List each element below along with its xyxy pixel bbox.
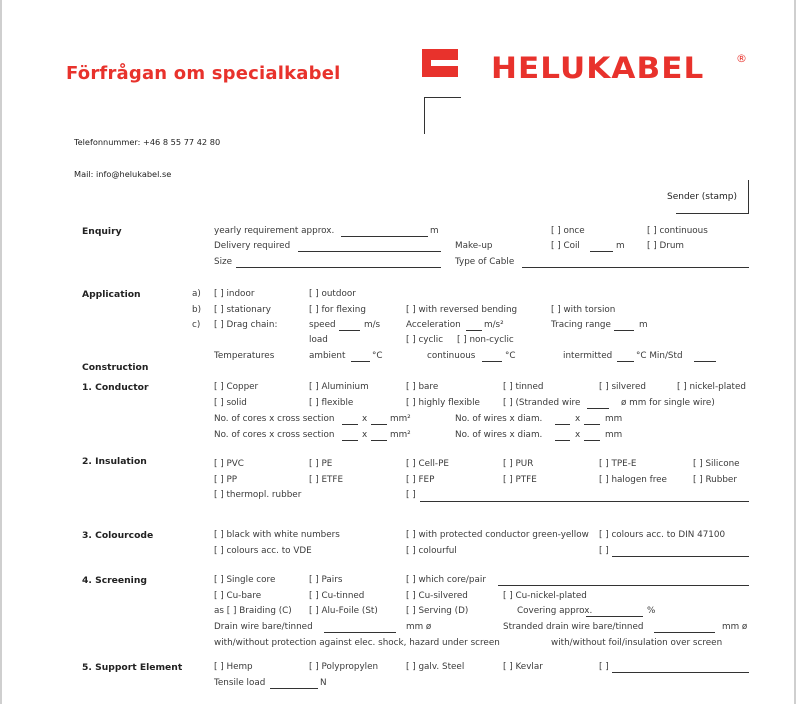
vde-checkbox[interactable]: [ ] colours acc. to VDE [214, 546, 312, 556]
intermitted-field[interactable] [617, 361, 634, 362]
cyclic-checkbox[interactable]: [ ] cyclic [406, 335, 444, 345]
unit-mm2: mm² [390, 414, 411, 424]
item-a: a) [192, 289, 201, 299]
intermitted-label: intermitted [563, 351, 613, 361]
covering-field[interactable] [586, 616, 643, 617]
type-cable-label: Type of Cable [455, 257, 515, 267]
delivery-label: Delivery required [214, 241, 291, 251]
section-enquiry: Enquiry [82, 226, 122, 237]
unit-degc: °C [372, 351, 383, 361]
item-b: b) [192, 305, 202, 315]
helukabel-logo-mark-icon [422, 49, 458, 77]
unit-min-std: °C Min/Std [636, 351, 683, 361]
serving-checkbox[interactable]: [ ] Serving (D) [406, 606, 469, 616]
pp-checkbox[interactable]: [ ] PP [214, 475, 238, 485]
cu-silvered-checkbox[interactable]: [ ] Cu-silvered [406, 591, 468, 601]
section-screening: 4. Screening [82, 575, 147, 586]
unit-ms: m/s [364, 320, 381, 330]
size-field[interactable] [236, 267, 441, 268]
page-border-left [0, 0, 2, 704]
cores-field-2[interactable] [342, 440, 358, 441]
black-white-numbers-checkbox[interactable]: [ ] black with white numbers [214, 530, 340, 540]
galv-steel-checkbox[interactable]: [ ] galv. Steel [406, 662, 465, 672]
cross-section-field[interactable] [371, 424, 387, 425]
silicone-checkbox[interactable]: [ ] Silicone [693, 459, 740, 469]
acceleration-label: Acceleration [406, 320, 461, 330]
kevlar-checkbox[interactable]: [ ] Kevlar [503, 662, 543, 672]
polypropylen-checkbox[interactable]: [ ] Polypropylen [309, 662, 379, 672]
non-cyclic-checkbox[interactable]: [ ] non-cyclic [457, 335, 514, 345]
tracing-range-label: Tracing range [551, 320, 611, 330]
unit-mm: mm [605, 430, 623, 440]
tinned-checkbox[interactable]: [ ] tinned [503, 382, 544, 392]
thermopl-rubber-checkbox[interactable]: [ ] thermopl. rubber [214, 490, 302, 500]
wires-field[interactable] [555, 424, 570, 425]
sender-stamp-border [748, 180, 749, 214]
tensile-load-field[interactable] [270, 688, 318, 689]
wires-field-2[interactable] [555, 440, 570, 441]
continuous-temp-label: continuous [427, 351, 476, 361]
phone-number: Telefonnummer: +46 8 55 77 42 80 [74, 137, 221, 147]
unit-mm2: mm² [390, 430, 411, 440]
cu-bare-checkbox[interactable]: [ ] Cu-bare [214, 591, 262, 601]
pur-checkbox[interactable]: [ ] PUR [503, 459, 534, 469]
insulation-other-checkbox[interactable]: [ ] [406, 490, 416, 500]
drain-wire-label: Drain wire bare/tinned [214, 622, 313, 632]
rubber-checkbox[interactable]: [ ] Rubber [693, 475, 737, 485]
drum-checkbox[interactable]: [ ] Drum [647, 241, 684, 251]
covering-label: Covering approx. [517, 606, 593, 616]
unit-mm-diam: mm ø [406, 622, 432, 632]
makeup-label: Make-up [455, 241, 493, 251]
yearly-requirement-label: yearly requirement approx. [214, 226, 335, 236]
size-label: Size [214, 257, 233, 267]
continuous-temp-field[interactable] [482, 361, 502, 362]
braiding-checkbox[interactable]: as [ ] Braiding (C) [214, 606, 292, 616]
halogen-free-checkbox[interactable]: [ ] halogen free [599, 475, 667, 485]
nickel-plated-checkbox[interactable]: [ ] nickel-plated [677, 382, 746, 392]
tracing-range-field[interactable] [614, 330, 634, 331]
acceleration-field[interactable] [466, 330, 482, 331]
cu-tinned-checkbox[interactable]: [ ] Cu-tinned [309, 591, 365, 601]
unit-mm: mm [605, 414, 623, 424]
hemp-checkbox[interactable]: [ ] Hemp [214, 662, 253, 672]
once-checkbox[interactable]: [ ] once [551, 226, 585, 236]
ambient-field[interactable] [351, 361, 370, 362]
stranded-wire-unit: ø mm for single wire) [621, 398, 715, 408]
colourful-checkbox[interactable]: [ ] colourful [406, 546, 457, 556]
continuous-checkbox[interactable]: [ ] continuous [647, 226, 708, 236]
pe-checkbox[interactable]: [ ] PE [309, 459, 333, 469]
registered-mark: ® [736, 52, 747, 65]
torsion-checkbox[interactable]: [ ] with torsion [551, 305, 616, 315]
ambient-label: ambient [309, 351, 346, 361]
unit-m: m [430, 226, 439, 236]
aluminium-checkbox[interactable]: [ ] Aluminium [309, 382, 369, 392]
tpe-e-checkbox[interactable]: [ ] TPE-E [599, 459, 637, 469]
drag-chain-checkbox[interactable]: [ ] Drag chain: [214, 320, 278, 330]
colourcode-other-field[interactable] [612, 556, 749, 557]
page-title: Förfrågan om specialkabel [66, 63, 341, 84]
unit-m: m [616, 241, 625, 251]
section-insulation: 2. Insulation [82, 456, 147, 467]
insulation-other-field[interactable] [420, 501, 749, 502]
temperatures-label: Temperatures [214, 351, 275, 361]
unit-ms2: m/s² [484, 320, 504, 330]
support-other-field[interactable] [612, 672, 749, 673]
support-other-checkbox[interactable]: [ ] [599, 662, 609, 672]
stranded-drain-label: Stranded drain wire bare/tinned [503, 622, 644, 632]
load-label: load [309, 335, 328, 345]
sender-stamp-label: Sender (stamp) [667, 192, 738, 202]
cores-cross-section-label: No. of cores x cross section [214, 414, 335, 424]
drain-wire-field[interactable] [324, 632, 396, 633]
type-cable-field[interactable] [522, 267, 749, 268]
helukabel-logo-text: HELUKABEL [491, 51, 705, 85]
which-core-pair-checkbox[interactable]: [ ] which core/pair [406, 575, 486, 585]
ptfe-checkbox[interactable]: [ ] PTFE [503, 475, 537, 485]
highly-flexible-checkbox[interactable]: [ ] highly flexible [406, 398, 480, 408]
item-c: c) [192, 320, 201, 330]
times-sign: x [575, 414, 581, 424]
coil-checkbox[interactable]: [ ] Coil [551, 241, 580, 251]
for-flexing-checkbox[interactable]: [ ] for flexing [309, 305, 366, 315]
unit-m: m [639, 320, 648, 330]
indoor-checkbox[interactable]: [ ] indoor [214, 289, 255, 299]
reversed-bending-checkbox[interactable]: [ ] with reversed bending [406, 305, 518, 315]
times-sign: x [575, 430, 581, 440]
section-support-element: 5. Support Element [82, 662, 183, 673]
which-core-pair-field[interactable] [498, 585, 749, 586]
foil-note: with/without foil/insulation over screen [551, 638, 723, 648]
din-47100-checkbox[interactable]: [ ] colours acc. to DIN 47100 [599, 530, 726, 540]
stranded-drain-field[interactable] [654, 632, 715, 633]
single-core-checkbox[interactable]: [ ] Single core [214, 575, 276, 585]
sender-stamp-border-bottom [676, 213, 749, 214]
outdoor-checkbox[interactable]: [ ] outdoor [309, 289, 356, 299]
protection-note: with/without protection against elec. shock, hazard under screen [214, 638, 500, 648]
diam-field[interactable] [584, 424, 600, 425]
unit-percent: % [647, 606, 656, 616]
cu-nickel-plated-checkbox[interactable]: [ ] Cu-nickel-plated [503, 591, 587, 601]
cross-section-field-2[interactable] [371, 440, 387, 441]
cell-pe-checkbox[interactable]: [ ] Cell-PE [406, 459, 449, 469]
copper-checkbox[interactable]: [ ] Copper [214, 382, 259, 392]
unit-degc: °C [505, 351, 516, 361]
cores-cross-section-label-2: No. of cores x cross section [214, 430, 335, 440]
delivery-field[interactable] [298, 251, 441, 252]
wires-diam-label: No. of wires x diam. [455, 414, 543, 424]
stranded-wire-field[interactable] [587, 408, 609, 409]
etfe-checkbox[interactable]: [ ] ETFE [309, 475, 344, 485]
speed-field[interactable] [339, 330, 360, 331]
solid-checkbox[interactable]: [ ] solid [214, 398, 247, 408]
alu-foile-checkbox[interactable]: [ ] Alu-Foile (St) [309, 606, 378, 616]
bare-checkbox[interactable]: [ ] bare [406, 382, 439, 392]
cores-field[interactable] [342, 424, 358, 425]
address-window-corner [424, 97, 461, 134]
pairs-checkbox[interactable]: [ ] Pairs [309, 575, 343, 585]
pvc-checkbox[interactable]: [ ] PVC [214, 459, 244, 469]
protected-conductor-checkbox[interactable]: [ ] with protected conductor green-yellow [406, 530, 589, 540]
mail-address: Mail: info@helukabel.se [74, 169, 172, 179]
coil-length-field[interactable] [590, 251, 613, 252]
section-colourcode: 3. Colourcode [82, 530, 154, 541]
fep-checkbox[interactable]: [ ] FEP [406, 475, 435, 485]
stranded-wire-checkbox[interactable]: [ ] (Stranded wire [503, 398, 581, 408]
yearly-requirement-field[interactable] [341, 236, 428, 237]
wires-diam-label-2: No. of wires x diam. [455, 430, 543, 440]
times-sign: x [362, 414, 368, 424]
times-sign: x [362, 430, 368, 440]
diam-field-2[interactable] [584, 440, 600, 441]
unit-n: N [320, 678, 327, 688]
unit-mm-diam: mm ø [722, 622, 748, 632]
section-application: Application [82, 289, 141, 300]
section-conductor: 1. Conductor [82, 382, 149, 393]
min-std-field[interactable] [694, 361, 716, 362]
silvered-checkbox[interactable]: [ ] silvered [599, 382, 646, 392]
flexible-checkbox[interactable]: [ ] flexible [309, 398, 354, 408]
section-construction: Construction [82, 362, 149, 373]
tensile-load-label: Tensile load [214, 678, 266, 688]
speed-label: speed [309, 320, 336, 330]
colourcode-other-checkbox[interactable]: [ ] [599, 546, 609, 556]
stationary-checkbox[interactable]: [ ] stationary [214, 305, 271, 315]
